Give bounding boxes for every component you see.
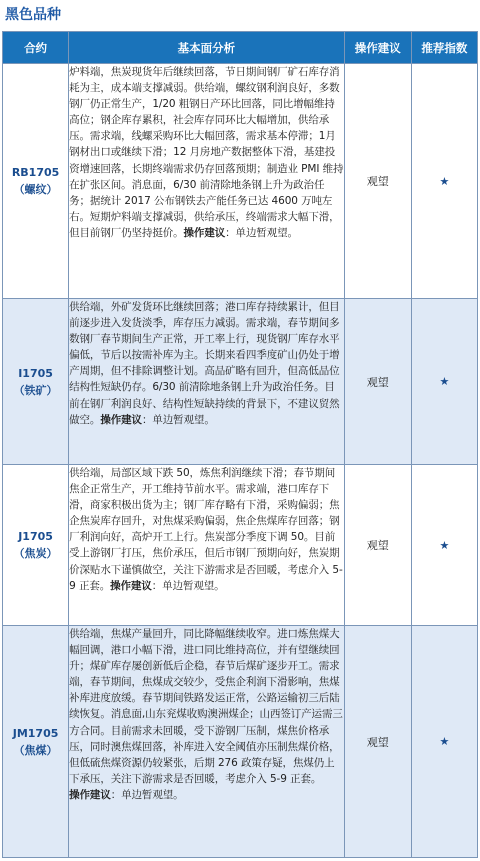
contract-name: （螺纹）: [13, 183, 58, 196]
contract-code: JM1705: [12, 726, 59, 740]
contract-code: RB1705: [11, 166, 60, 179]
table-row: [3, 465, 478, 626]
analysis-cell: [69, 64, 345, 299]
advice-text: ：单边暂观望。: [141, 413, 215, 426]
analysis-cell: [69, 465, 345, 626]
analysis-cell: [69, 626, 345, 858]
advice-text: ：单边暂观望。: [110, 788, 184, 801]
advice-cell: 观望: [344, 626, 411, 858]
analysis-text: 供给端，局部区域下跌 50，炼焦利润继续下滑；春节期间焦企正常生产，开工维持节前水平。需求端，港口库存下滑，商家积极出货为主；钢厂库存略有下滑，采购偏弱；焦企焦炭库存回升，对焦煤采购偏弱，焦企焦煤库存回落；钢厂利润向好，高炉开工上行。焦炭部分季度下调 50。目前受上游钢厂打压，焦价承压，但后市钢厂预期向好，焦炭期价深贴水下谨慎做空，关注下游需求是否回暖，考虑介入 5-9 正套。: [69, 467, 343, 592]
contract-code: J1705: [18, 530, 53, 543]
advice-label: 操作建议: [69, 788, 111, 801]
header-analysis: 基本面分析: [69, 32, 345, 64]
contract-cell: [3, 626, 69, 858]
contract-name: （焦煤）: [13, 743, 58, 757]
header-advice: 操作建议: [344, 32, 411, 64]
table-row: [3, 626, 478, 858]
table-header-row: [3, 32, 478, 64]
analysis-text: 供给端，外矿发货环比继续回落；港口库存持续累计，但目前逐步进入发货淡季，库存压力减弱。需求端，春节期间多数钢厂春节期间生产正常，开工率上行，现货钢厂库存水平偏低，节后以按需补库为主。长期来看四季度矿山仍处于增产周期，但不排除调整计划。高品矿略有回升，但高低品位结构性短缺仍存。6/30 前清除地条钢上升为政治任务。目前在钢厂利润良好、结构性短缺持续的背景下，不建议贸然做空。: [69, 301, 340, 426]
section-title: 黑色品种: [5, 7, 61, 23]
contract-name: （焦炭）: [13, 547, 58, 560]
header-contract: 合约: [3, 32, 69, 64]
futures-table: [2, 31, 478, 858]
table-row: [3, 64, 478, 299]
advice-label: 操作建议: [110, 579, 152, 592]
star-icon: ★: [411, 64, 477, 299]
analysis-cell: [69, 299, 345, 465]
advice-cell: 观望: [344, 465, 411, 626]
analysis-text: 供给端，焦煤产量回升，同比降幅继续收窄。进口炼焦煤大幅回调，港口小幅下滑，进口同比维持高位，并有望继续回升；煤矿库存屡创新低后企稳，春节后煤矿逐步开工。需求端，春节期间，焦煤成交较少，受焦企利润下滑影响，焦煤补库进度放缓。春节期间铁路发运正常，公路运输初三后陆续恢复。消息面,山东兖煤收购澳洲煤企；山西签订产运需三方合同。目前需求未回暖，受下游钢厂压制，煤焦价格承压，同时澳焦煤回落，补库进入安全阈值亦压制焦煤价格，但低硫焦煤资源仍较紧张，后期 276 政策存疑，焦煤仍上下承压，关注下游需求是否回暖，考虑介入 5-9 正套。: [69, 628, 343, 785]
header-index: 推荐指数: [411, 32, 477, 64]
star-icon: ★: [411, 465, 477, 626]
advice-label: 操作建议: [183, 226, 226, 239]
star-icon: ★: [411, 626, 477, 858]
star-icon: ★: [411, 299, 477, 465]
contract-cell: [3, 465, 69, 626]
advice-label: 操作建议: [100, 413, 142, 426]
advice-cell: 观望: [344, 64, 411, 299]
contract-code: I1705: [18, 366, 53, 380]
advice-text: ：单边暂观望。: [151, 579, 225, 592]
advice-cell: 观望: [344, 299, 411, 465]
contract-cell: [3, 299, 69, 465]
analysis-text: 炉料端，焦炭现货年后继续回落，节日期间钢厂矿石库存消耗为主，成本端支撑减弱。供给端，螺纹钢利润良好，多数钢厂仍正常生产，1/20 粗钢日产环比回落，同比增幅维持高位；钢企库存累积，社会库存同环比大幅增加，供给承压。需求端，线螺采购环比大幅回落，需求基本停滞；1月钢材出口或继续下滑；12 月房地产数据整体下滑，基建投资增速回落，长期终端需求仍存回落预期；制造业 PMI 维持在扩张区间。消息面，6/30 前清除地条钢上升为政治任务；据统计 2017 公布钢铁去产能任务已达 4600 万吨左右。短期炉料端支撑减弱，供给承压，终端需求大幅下滑，但目前钢厂仍坚持挺价。: [69, 66, 344, 239]
contract-name: （铁矿）: [13, 383, 58, 397]
advice-text: ：单边暂观望。: [225, 226, 298, 239]
contract-cell: [3, 64, 69, 299]
table-row: [3, 299, 478, 465]
